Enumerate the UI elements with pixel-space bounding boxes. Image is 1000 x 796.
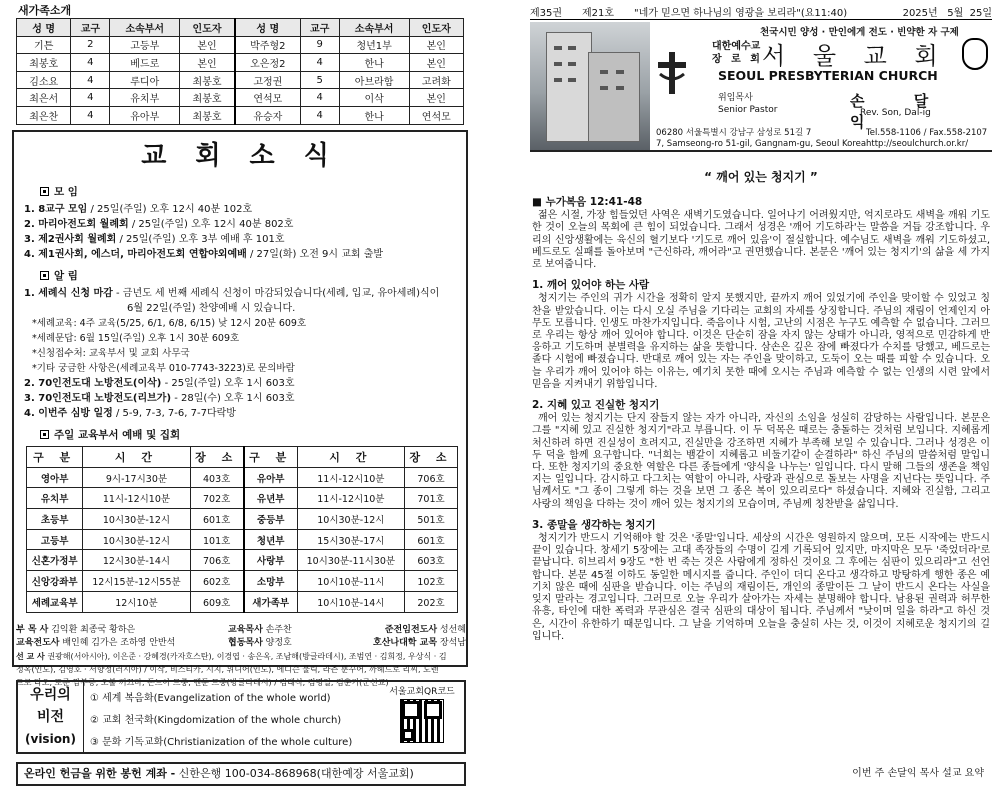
table-cell: 새가족부 [244, 591, 298, 612]
table-cell: 4 [300, 54, 339, 72]
table-cell: 김소요 [17, 71, 71, 89]
table-row [27, 591, 458, 612]
news-title: 교 회 소 식 [141, 141, 339, 171]
table-cell: 이삭 [339, 89, 409, 107]
sermon-intro: 젊은 시절, 가장 힘들었던 사역은 새벽기도였습니다. 일어나기 어려웠지만, 억지로라도 새벽을 깨워 기도한 것이 오늘의 목회에 큰 힘이 되었습니다. 그래서 성경은 '깨어 기도하라'는 말씀을 거듭 강조합니다. 우리의 신앙생활에는 육신의 혈기보다 '기도로 깨어 있음'이 절실합니다. 예수님도 새벽을 깨워 기도하셨고, 베드로도 실패를 돌아보며 "근신하라, 깨어라"고 권면했습니다. 본문은 '깨어 있는 청지기'의 삶을 세 가지로 보여줍니다. [532, 210, 990, 271]
table-header: 구 분 [27, 447, 83, 468]
right-page [530, 0, 992, 796]
notice-sub-item: *기타 궁금한 사항은(세례교육부 010-7743-3223)로 문의바람 [32, 363, 295, 374]
new-family-table [16, 18, 464, 125]
table-cell: 12시10분 [83, 591, 190, 612]
volume: 제35권 [530, 8, 563, 19]
table-cell: 영아부 [27, 467, 83, 488]
sermon-body [532, 196, 990, 643]
meeting-item: 4. 제1권사회, 에스더, 마리아전도회 연합야외예배 / 27일(화) 오전 9시 교회 출발 [24, 249, 384, 260]
table-header: 장 소 [405, 447, 458, 468]
table-row [27, 509, 458, 530]
notice-item: 4. 이번주 심방 일정 / 5-9, 7-3, 7-6, 7-7다락방 [24, 408, 236, 419]
table-row [27, 488, 458, 509]
offering-account: 온라인 헌금을 위한 봉헌 계좌 - 신한은행 100-034-868968(대한예장 서울교회) [16, 762, 466, 786]
vision-item: ② 교회 천국화(Kingdomization of the whole church) [90, 715, 342, 726]
table-cell: 11시-12시10분 [297, 467, 404, 488]
table-cell: 유년부 [244, 488, 298, 509]
pastor-title: 위임목사 Senior Pastor [718, 93, 778, 115]
qr-label: 서울교회QR코드 [389, 687, 455, 697]
table-header: 구 분 [244, 447, 298, 468]
table-cell: 본인 [180, 36, 235, 54]
table-cell: 중등부 [244, 509, 298, 530]
church-address: 06280 서울특별시 강남구 삼성로 51길 7 7, Samseong-ro 51-gil, Gangnam-gu, Seoul Korea [656, 128, 867, 149]
vision-label: 우리의 비전 (vision) [18, 682, 84, 752]
left-page [12, 0, 468, 796]
table-cell: 701호 [405, 488, 458, 509]
vision-item: ① 세계 복음화(Evangelization of the whole world) [90, 693, 331, 704]
denomination: 대한예수교 장 로 회 [712, 41, 763, 65]
table-header: 성 명 [17, 19, 71, 37]
table-cell: 706호 [190, 550, 244, 571]
table-cell: 본인 [409, 89, 463, 107]
schedule-table [26, 446, 458, 613]
table-cell: 연석모 [409, 106, 463, 124]
table-header: 인도자 [180, 19, 235, 37]
table-cell: 고등부 [110, 36, 180, 54]
table-cell: 4 [300, 89, 339, 107]
staff-row: 부 목 사 김익환 최종국 황하은 교육목사 손주찬 준전임전도사 성선혜 [16, 625, 466, 635]
table-header: 시 간 [83, 447, 190, 468]
table-cell: 신혼가정부 [27, 550, 83, 571]
notice-item-cont: 6월 22일(주일) 찬양예배 시 있습니다. [127, 303, 296, 314]
table-cell: 10시10분-14시 [297, 591, 404, 612]
church-contact: Tel.558-1106 / Fax.558-2107 http://seoulchurch.or.kr/ [866, 128, 988, 149]
table-cell: 한나 [339, 54, 409, 72]
table-header: 교구 [71, 19, 110, 37]
table-cell: 아브라함 [339, 71, 409, 89]
table-cell: 10시30분-12시 [83, 529, 190, 550]
table-cell: 기튼 [17, 36, 71, 54]
new-family-title: 새가족소개 [18, 4, 72, 17]
notice-item: 2. 70인전도대 노방전도(이삭) - 25일(주일) 오후 1시 603호 [24, 378, 295, 389]
table-cell: 10시30분-12시 [297, 509, 404, 530]
issue-date: 2025년 5월 25일 [902, 8, 992, 19]
issue-header [530, 4, 992, 20]
section-bullet-icon [40, 271, 49, 280]
sermon-point-heading: 1. 깨어 있어야 하는 사람 [532, 279, 650, 292]
table-cell: 702호 [190, 488, 244, 509]
table-header: 소속부서 [339, 19, 409, 37]
table-row [17, 36, 464, 54]
church-name-en: SEOUL PRESBYTERIAN CHURCH [718, 68, 938, 83]
table-cell: 202호 [405, 591, 458, 612]
sermon-point-heading: 2. 지혜 있고 진실한 청지기 [532, 399, 660, 412]
table-row [17, 106, 464, 124]
table-header: 장 소 [190, 447, 244, 468]
table-row [17, 89, 464, 107]
table-cell: 본인 [409, 36, 463, 54]
table-row [17, 54, 464, 72]
table-cell: 601호 [405, 529, 458, 550]
sermon-title: “ 깨어 있는 청지기 ” [704, 170, 818, 184]
table-cell: 4 [71, 54, 110, 72]
cross-logo-icon [654, 50, 690, 96]
table-cell: 5 [300, 71, 339, 89]
table-cell: 12시15분-12시55분 [83, 571, 190, 592]
table-header: 소속부서 [110, 19, 180, 37]
pastor-name-en: Rev. Son, Dal-ig [860, 108, 931, 118]
table-cell: 609호 [190, 591, 244, 612]
meeting-item: 1. 8교구 모임 / 25일(주일) 오후 12시 40분 102호 [24, 204, 253, 215]
table-cell: 유치부 [110, 89, 180, 107]
table-cell: 베드로 [110, 54, 180, 72]
sermon-paragraph: 청지기가 반드시 기억해야 할 것은 '종말'입니다. 세상의 시간은 영원하지 않으며, 모든 시작에는 반드시 끝이 있습니다. 창세기 5장에는 고대 족장들의 수명이 길게 기록되어 있지만, 마지막은 모두 '죽었더라'로 끝납니다. 히브리서 9장도 "한 번 죽는 것은 사람에게 정하신 것이요 그 후에는 심판이 있으리라"고 선언합니다. 본문 45절 이하도 동일한 메시지를 줍니다. 주인이 더디 온다고 생각하고 방탕하게 행한 종은 예기치 않은 때에 심판을 받습니다. 이는 주님의 재림이든, 개인의 종말이든 그 날이 반드시 온다는 사실을 잊지 말라는 경고입니다. 그러므로 오늘 우리가 살아가는 자세는 분명해야 합니다. 남용된 권력과 허무한 유흥, 타인에 대한 폭력과 무관심은 결국 심판의 대상이 됩니다. 주님께서 "낮이며 일을 하라"고 하신 것은, 시간이 유한하기 때문입니다. 그 날을 기억하며 오늘을 충실히 사는 것, 이것이 지혜로운 청지기의 길입니다. [532, 533, 990, 642]
table-cell: 유치부 [27, 488, 83, 509]
table-cell: 유아부 [244, 467, 298, 488]
schedule-heading: 주일 교육부서 예배 및 집회 [40, 427, 458, 442]
table-cell: 고등부 [27, 529, 83, 550]
table-cell: 최봉호 [180, 71, 235, 89]
table-cell: 4 [300, 106, 339, 124]
table-cell: 청년부 [244, 529, 298, 550]
table-cell: 4 [71, 89, 110, 107]
table-cell: 10시10분-11시 [297, 571, 404, 592]
qr-code-icon[interactable] [400, 699, 444, 743]
table-cell: 청년1부 [339, 36, 409, 54]
meetings-heading: 모 임 [40, 184, 458, 199]
table-cell: 신앙강좌부 [27, 571, 83, 592]
table-row [27, 550, 458, 571]
table-cell: 706호 [405, 467, 458, 488]
church-emblem-icon [962, 38, 988, 70]
table-cell: 601호 [190, 509, 244, 530]
sermon-signature: 이번 주 손달익 목사 설교 요약 [852, 768, 984, 779]
notice-sub-item: *세례문답: 6월 15일(주일) 오후 1시 30분 609호 [32, 333, 240, 344]
sermon-point-heading: 3. 종말을 생각하는 청지기 [532, 518, 656, 531]
table-cell: 본인 [409, 54, 463, 72]
table-cell: 403호 [190, 467, 244, 488]
table-cell: 15시30분-17시 [297, 529, 404, 550]
meeting-item: 2. 마리아전도회 월례회 / 25일(주일) 오후 12시 40분 802호 [24, 219, 294, 230]
table-header: 인도자 [409, 19, 463, 37]
church-news-box [12, 130, 468, 667]
table-row [27, 529, 458, 550]
table-cell: 고려화 [409, 71, 463, 89]
table-row [27, 571, 458, 592]
table-cell: 4 [71, 106, 110, 124]
table-cell: 101호 [190, 529, 244, 550]
notice-sub-item: *신청접수처: 교육부서 및 교회 사무국 [32, 348, 190, 359]
table-cell: 11시-12시10분 [297, 488, 404, 509]
staff-row: 교육전도사 배인혜 김가은 조하영 안반석 협동목사 양정호 호산나대학 교목 장석남 [16, 638, 466, 648]
issue-number: 제21호 [582, 8, 615, 19]
table-cell: 세례교육부 [27, 591, 83, 612]
meetings-list [22, 202, 458, 262]
missionaries: 선 교 사 권광해(서아시아), 이은준 · 강혜경(카자흐스탄), 이경엽 · 송은옥, 조남해(방글라데시), 조범연 · 김희정, 우상식 · 김 정옥(인도), 김영호 · 서향정(러시아) / 이삭, 비스티카, 시지, 위니어(인도), 에디슨 물릭, 라즌 뿐꾸어, 까헤드로 리씨, 도렌 드로 다오, 또룬 깜부공, 오불 꺼끄마, 돈느아 므룽, 맨툰 므룽(방글라데시) / 김태식, 김명일, 김훈기(군선교) [16, 652, 447, 687]
meeting-item: 3. 제2권사회 월례회 / 25일(주일) 오후 3부 예배 후 101호 [24, 234, 285, 245]
table-cell: 박주형2 [235, 36, 300, 54]
table-cell: 9시-17시30분 [83, 467, 190, 488]
scripture-ref: ■ 누가복음 12:41-48 [532, 196, 643, 208]
notice-sub-item: *세례교육: 4주 교육(5/25, 6/1, 6/8, 6/15) 낮 12시 20분 609호 [32, 318, 307, 329]
table-cell: 9 [300, 36, 339, 54]
table-cell: 초등부 [27, 509, 83, 530]
qr-code-box [384, 684, 460, 743]
table-cell: 501호 [405, 509, 458, 530]
table-cell: 102호 [405, 571, 458, 592]
sermon-paragraph: 청지기는 주인의 귀가 시간을 정확히 알지 못했지만, 끝까지 깨어 있었기에 주인을 맞이할 수 있었고 칭찬을 받았습니다. 이는 다시 오실 주님을 기다리는 교회의 자세를 상징합니다. 주님의 재림이 언제인지 아무도 모릅니다. 인생도 마찬가지입니다. 죽음이나 시험, 고난의 시점은 누구도 예측할 수 없습니다. 그러므로 우리는 항상 깨어 있어야 합니다. 이것은 단순히 잠을 자지 않는 상태가 아니라, 영적으로 민감하게 반응하고 기도하며 분별력을 유지하는 삶을 뜻합니다. 삼손은 깊은 잠에 빠졌다가 수치를 당했고, 베드로는 졸다 시험에 빠졌습니다. 반대로 깨어 있는 자는 주인을 맞이하고, 도둑이 오는 때를 피할 수 있습니다. 오늘 우리가 깨어 있어야 하는 이유는, 예기치 못한 때에 오시는 주님과 예측할 수 없는 인생의 시련 앞에서 믿음을 지켜내기 위함입니다. [532, 293, 990, 390]
masthead [530, 22, 992, 152]
church-tagline: 천국시민 양성 · 만인에게 전도 · 빈약한 자 구제 [760, 27, 959, 38]
table-cell: 2 [71, 36, 110, 54]
table-cell: 603호 [405, 550, 458, 571]
table-cell: 본인 [180, 54, 235, 72]
table-header: 교구 [300, 19, 339, 37]
pastor-name: 손 달 익 [850, 92, 951, 131]
table-cell: 10시30분-12시 [83, 509, 190, 530]
notice-sub-list [22, 316, 458, 376]
notices-heading: 알 림 [40, 268, 458, 283]
table-cell: 최봉호 [180, 106, 235, 124]
notice-item: 3. 70인전도대 노방전도(리브가) - 28일(수) 오후 1시 603호 [24, 393, 295, 404]
table-header: 성 명 [235, 19, 300, 37]
notice-item: 1. 세례식 신청 마감 - 금년도 세 번째 세례식 신청이 마감되었습니다(세례, 입교, 유아세례)식이 [24, 288, 440, 299]
table-cell: 소망부 [244, 571, 298, 592]
church-building-photo [530, 22, 650, 150]
table-cell: 사랑부 [244, 550, 298, 571]
section-bullet-icon [40, 187, 49, 196]
church-url-link[interactable]: http://seoulchurch.or.kr/ [866, 139, 969, 149]
table-row [17, 71, 464, 89]
sermon-paragraph: 깨어 있는 청지기는 단지 잠들지 않는 자가 아니라, 자신의 소임을 성실히 감당하는 사람입니다. 본문은 그를 "지혜 있고 진실한 청지기"라고 부릅니다. 이 두 덕목은 때로는 충돌하는 것처럼 보입니다. 지혜롭게 처신하려 하면 진실성이 흐려지고, 진실만을 강조하면 지혜가 부족해 보일 수 있습니다. 그러나 성경은 이 두 덕을 함께 요구합니다. "너희는 뱀같이 지혜롭고 비둘기같이 순결하라" 하신 주님의 말씀처럼 말입니다. 또한 청지기의 중요한 역할은 다른 종들에게 '양식을 나누는' 일입니다. 다시 말해 그들의 생존을 책임지는 일입니다. 감시하고 다그치는 역할이 아니라, 사랑과 관심으로 돌보는 사명을 지닌다는 뜻입니다. 주님께서도 "그 종이 그렇게 하는 것을 보면 그 종은 복이 있으리로다" 하셨습니다. 지혜와 진실함, 그리고 사랑의 책임을 다하는 것이 깨어 있는 청지기의 모습이며, 주님께 칭찬받을 삶입니다. [532, 413, 990, 510]
table-cell: 10시30분-11시30분 [297, 550, 404, 571]
table-cell: 오은정2 [235, 54, 300, 72]
table-cell: 최봉호 [17, 54, 71, 72]
vision-items [90, 688, 352, 754]
table-cell: 최봉호 [180, 89, 235, 107]
table-cell: 고정권 [235, 71, 300, 89]
table-cell: 11시-12시10분 [83, 488, 190, 509]
table-cell: 한나 [339, 106, 409, 124]
table-header: 시 간 [297, 447, 404, 468]
table-cell: 602호 [190, 571, 244, 592]
table-cell: 4 [71, 71, 110, 89]
table-cell: 12시30분-14시 [83, 550, 190, 571]
notices-list [22, 376, 458, 421]
table-cell: 최은찬 [17, 106, 71, 124]
vision-box [16, 680, 466, 754]
church-name: 서 울 교 회 [762, 42, 948, 70]
vision-item: ③ 문화 기독교화(Christianization of the whole culture) [90, 737, 353, 748]
table-cell: 루디아 [110, 71, 180, 89]
section-bullet-icon [40, 430, 49, 439]
table-cell: 연석모 [235, 89, 300, 107]
table-cell: 유승자 [235, 106, 300, 124]
table-cell: 유아부 [110, 106, 180, 124]
table-row [27, 467, 458, 488]
table-cell: 최은서 [17, 89, 71, 107]
header-verse: "네가 믿으면 하나님의 영광을 보리라"(요11:40) [634, 8, 848, 19]
